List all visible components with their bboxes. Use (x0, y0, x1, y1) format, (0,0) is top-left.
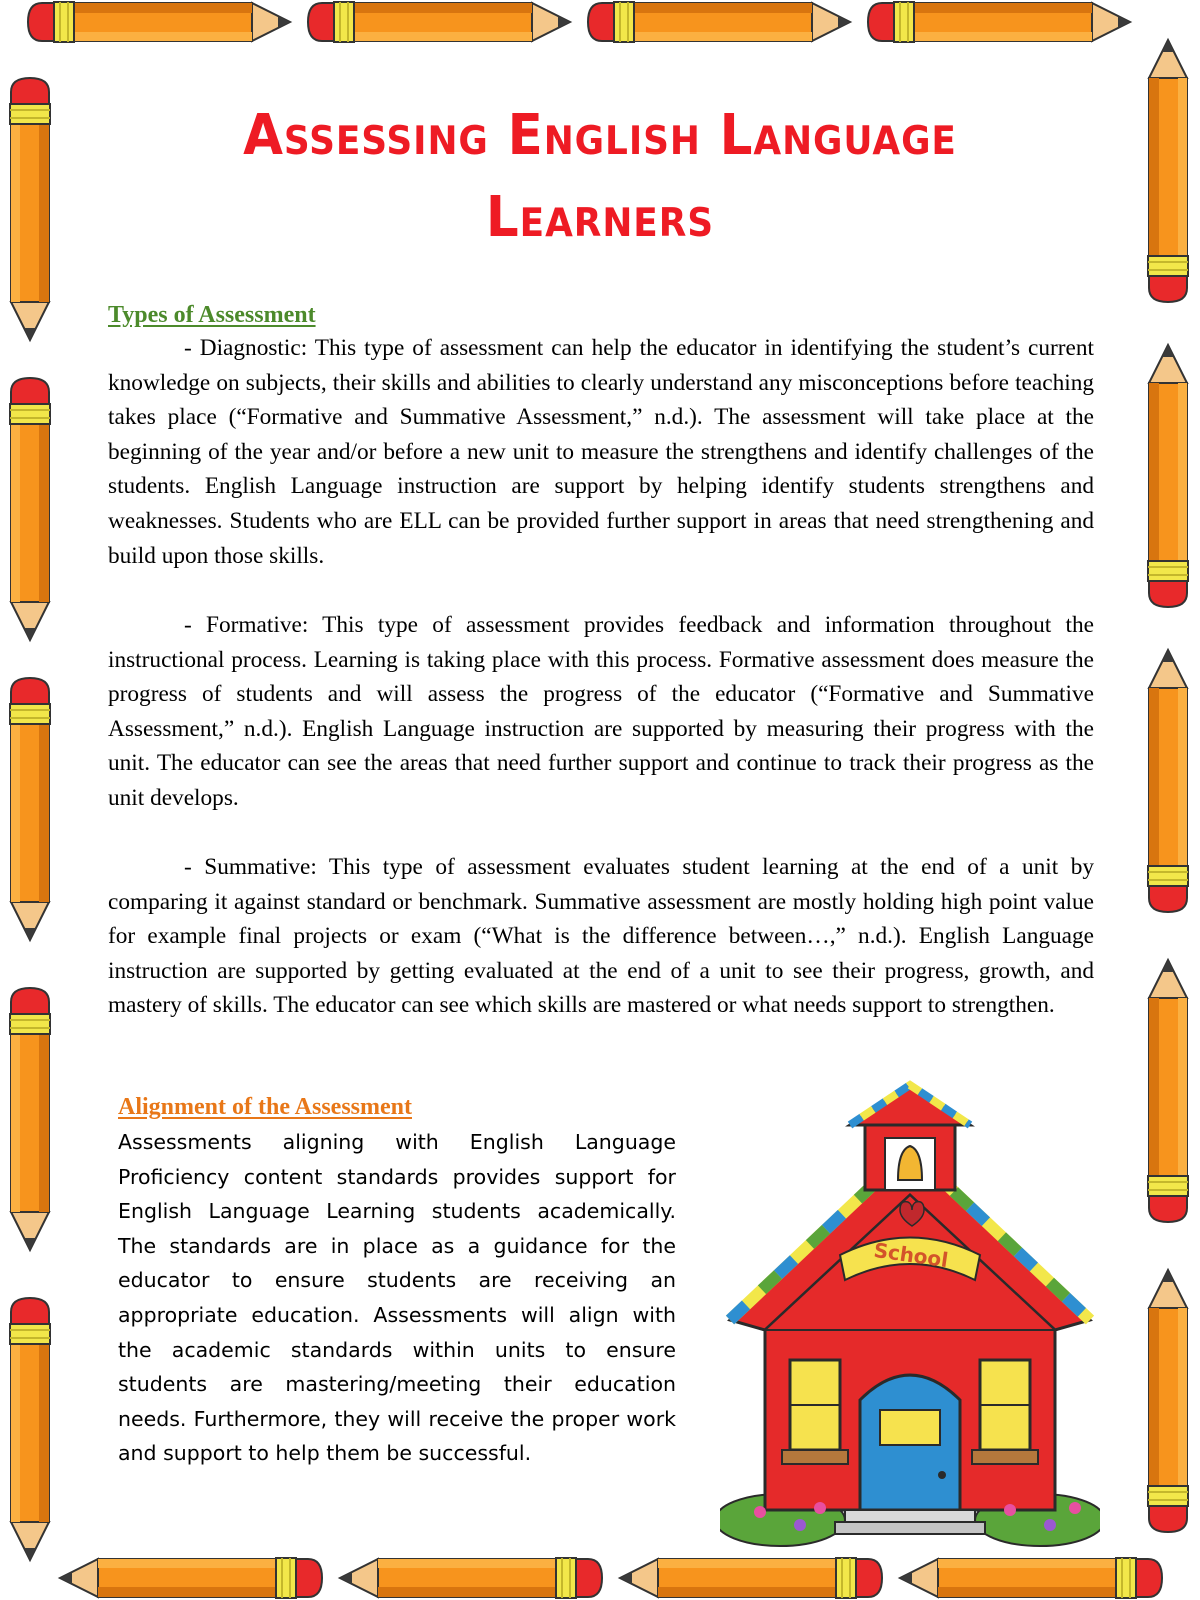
diagnostic-paragraph: - Diagnostic: This type of assessment can help the educator in identifying the student’s current knowledge on subjects, their skills and abilities to clearly understand any misconceptions before teaching takes place (“Formative and Summative Assessment,” n.d.). The assessment will take place at the beginning of the year and/or before a new unit to measure the strengthens and identify challenges of the students. English Language instruction are support by helping identify students strengthens and weaknesses. Students who are ELL can be provided further support in areas that need strengthening and build upon those skills. (108, 335, 1094, 569)
summative-paragraph: - Summative: This type of assessment evaluates student learning at the end of a unit by comparing it against standard or benchmark. Summative assessment are mostly holding high point value for example final projects or exam (“What is the difference between…,” n.d.). English Language instruction are supported by getting evaluated at the end of a unit to see their progress, growth, and mastery of skills. The educator can see which skills are mastered or what needs support to strengthen. (108, 854, 1094, 1019)
schoolhouse-illustration (720, 1080, 1100, 1550)
page-title: Assessing English Language Learners (243, 103, 957, 250)
alignment-paragraph: Assessments aligning with English Language Proficiency content standards provides support for English Language Learning students academically. The standards are in place as a guidance for the educator to ensure students are receiving an appropriate education. Assessments will align with the academic standards within units to ensure students are mastering/meeting their education needs. Furthermore, they will receive the proper work and support to help them be successful. (118, 1130, 676, 1466)
formative-paragraph: - Formative: This type of assessment provides feedback and information throughout the instructional process. Learning is taking place with this process. Formative assessment does measure the progress of students and will assess the progress of the educator (“Formative and Summative Assessment,” n.d.). English Language instruction are supported by measuring their progress with the unit. The educator can see the areas that need further support and continue to track their progress as the unit develops. (108, 612, 1094, 811)
types-heading: Types of Assessment (108, 302, 316, 328)
alignment-heading: Alignment of the Assessment (118, 1094, 412, 1120)
school-sign-text: School (872, 1237, 950, 1273)
